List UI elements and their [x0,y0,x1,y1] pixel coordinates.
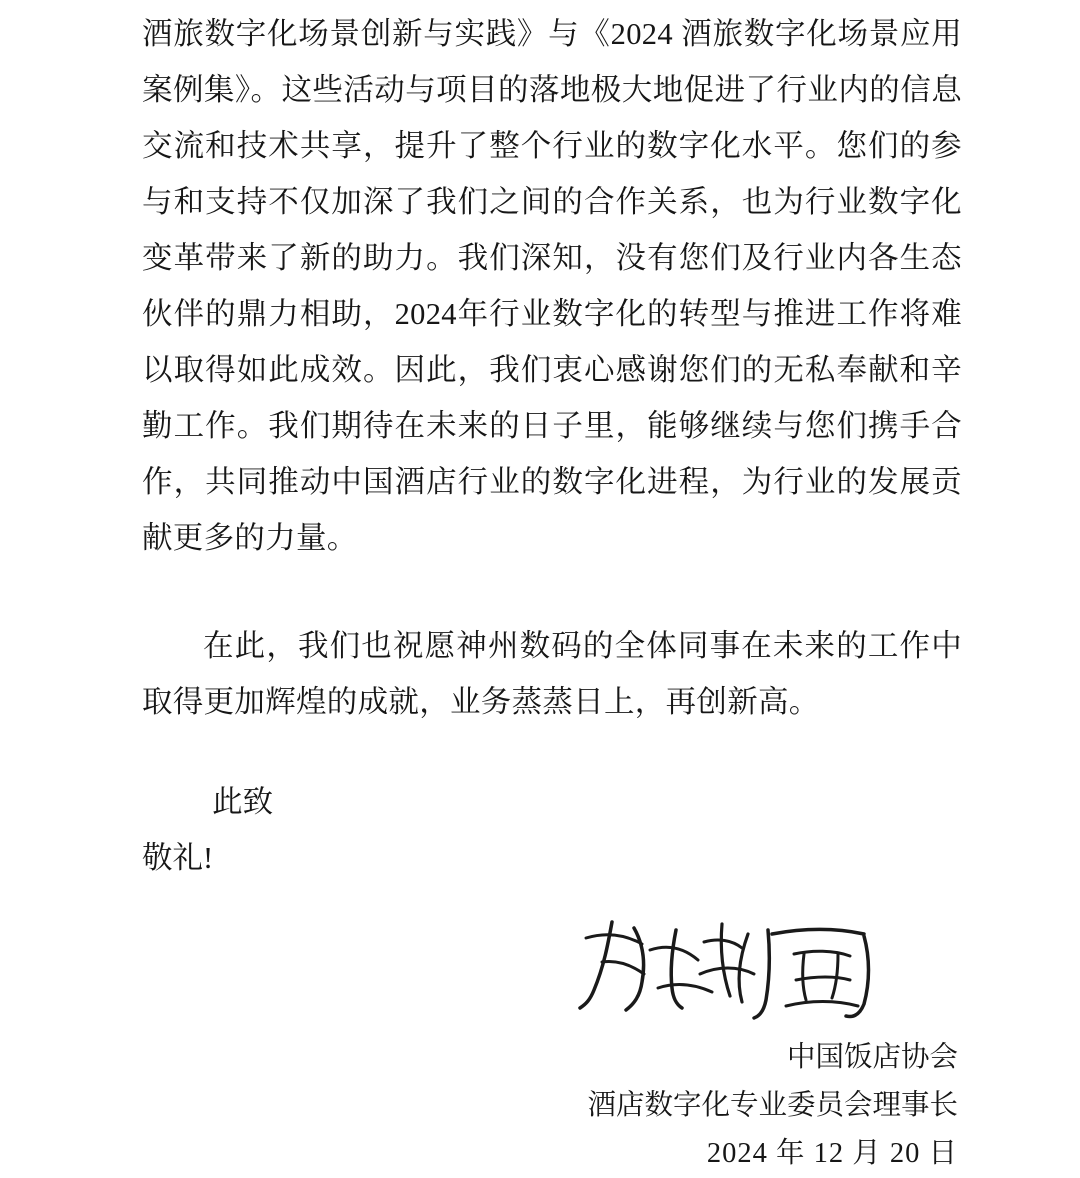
closing-line-cizhi: 此致 [212,785,274,819]
signature-handwriting-icon [572,904,902,1024]
paragraph-wishes: 在此，我们也祝愿神州数码的全体同事在未来的工作中取得更加辉煌的成就，业务蒸蒸日上，再创新高。 [142,629,962,719]
signature-organization: 中国饭店协会 [786,1042,958,1073]
signature-date: 2024 年 12 月 20 日 [706,1138,958,1169]
closing-block [142,774,962,886]
paragraph-spacer-1 [142,566,962,618]
paragraph-main: 酒旅数字化场景创新与实践》与《2024 酒旅数字化场景应用案例集》。这些活动与项目的落地极大地促进了行业内的信息交流和技术共享，提升了整个行业的数字化水平。您们的参与和支持不仅加深了我们之间的合作关系，也为行业数字化变革带来了新的助力。我们深知，没有您们及行业内各生态伙伴的鼎力相助，2024年行业数字化的转型与推进工作将难以取得如此成效。因此，我们衷心感谢您们的无私奉献和辛勤工作。我们期待在未来的日子里，能够继续与您们携手合作，共同推动中国酒店行业的数字化进程，为行业的发展贡献更多的力量。 [142,17,962,555]
signature-title: 酒店数字化专业委员会理事长 [587,1090,958,1121]
closing-line-jingli: 敬礼! [142,841,214,875]
signature-area [142,904,962,1034]
paragraph-spacer-2 [142,730,962,774]
signature-block [142,1034,962,1178]
